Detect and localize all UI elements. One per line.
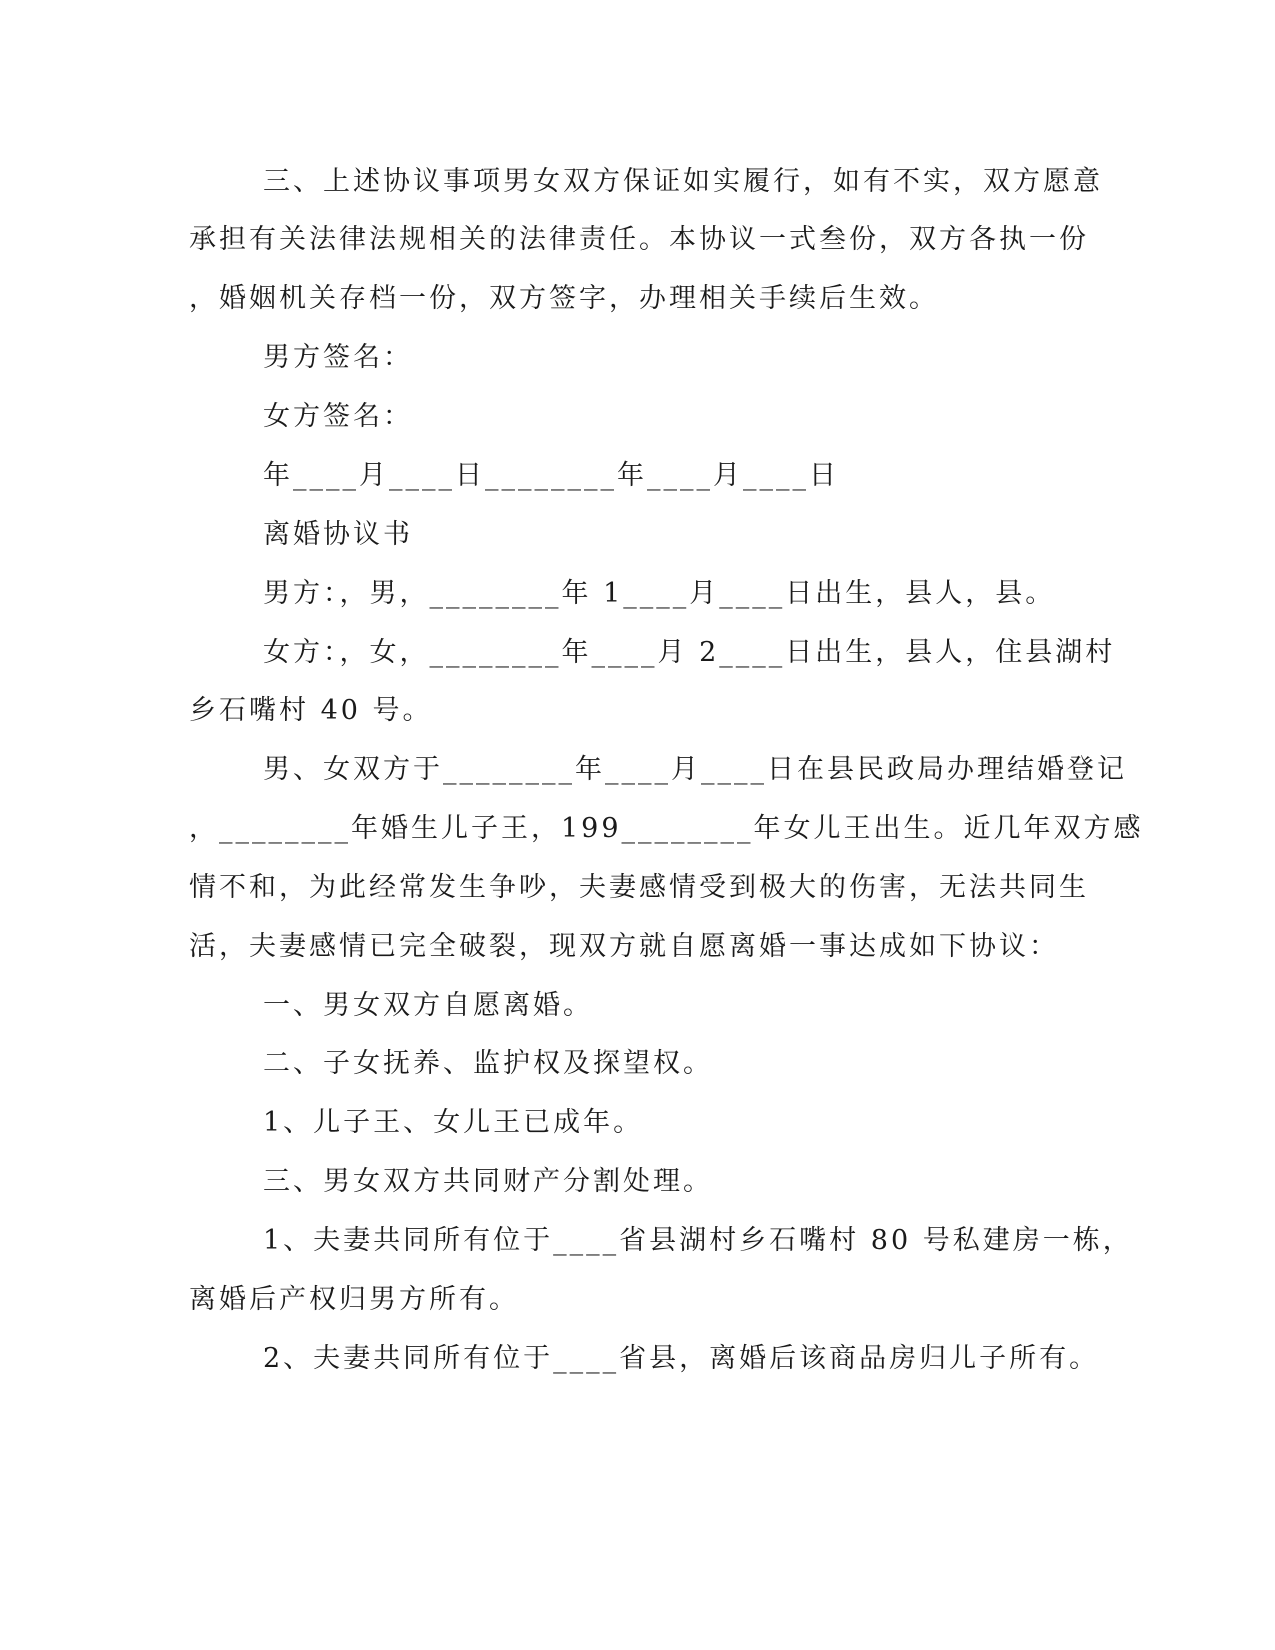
female-signature-label: 女方签名： (263, 401, 413, 432)
female-party-info: 女方：，女，________年____月 2____日出生，县人，住县湖村 (263, 637, 1116, 668)
paragraph-line: ，________年婚生儿子王，199________年女儿王出生。近几年双方感 (189, 813, 1144, 844)
clause-item: 2、夫妻共同所有位于____省县，离婚后该商品房归儿子所有。 (263, 1343, 1100, 1374)
clause-heading: 二、子女抚养、监护权及探望权。 (263, 1048, 713, 1079)
paragraph-line: 活，夫妻感情已完全破裂，现双方就自愿离婚一事达成如下协议： (189, 931, 1059, 962)
document-title: 离婚协议书 (263, 519, 413, 550)
clause-item: 1、夫妻共同所有位于____省县湖村乡石嘴村 80 号私建房一栋， (263, 1225, 1133, 1256)
clause-heading: 一、男女双方自愿离婚。 (263, 990, 593, 1021)
paragraph-line: 乡石嘴村 40 号。 (189, 695, 433, 726)
paragraph-line: 男、女双方于________年____月____日在县民政局办理结婚登记 (263, 754, 1127, 785)
paragraph-line: 三、上述协议事项男女双方保证如实履行，如有不实，双方愿意 (263, 166, 1103, 197)
paragraph-line: 承担有关法律法规相关的法律责任。本协议一式叁份，双方各执一份 (189, 224, 1089, 255)
male-party-info: 男方：，男，________年 1____月____日出生，县人，县。 (263, 578, 1056, 609)
clause-heading: 三、男女双方共同财产分割处理。 (263, 1166, 713, 1197)
date-line: 年____月____日________年____月____日 (263, 460, 839, 491)
male-signature-label: 男方签名： (263, 342, 413, 373)
paragraph-line: 情不和，为此经常发生争吵，夫妻感情受到极大的伤害，无法共同生 (189, 872, 1089, 903)
clause-item: 1、儿子王、女儿王已成年。 (263, 1107, 644, 1138)
paragraph-line: 离婚后产权归男方所有。 (189, 1284, 519, 1315)
paragraph-line: ，婚姻机关存档一份，双方签字，办理相关手续后生效。 (189, 283, 939, 314)
